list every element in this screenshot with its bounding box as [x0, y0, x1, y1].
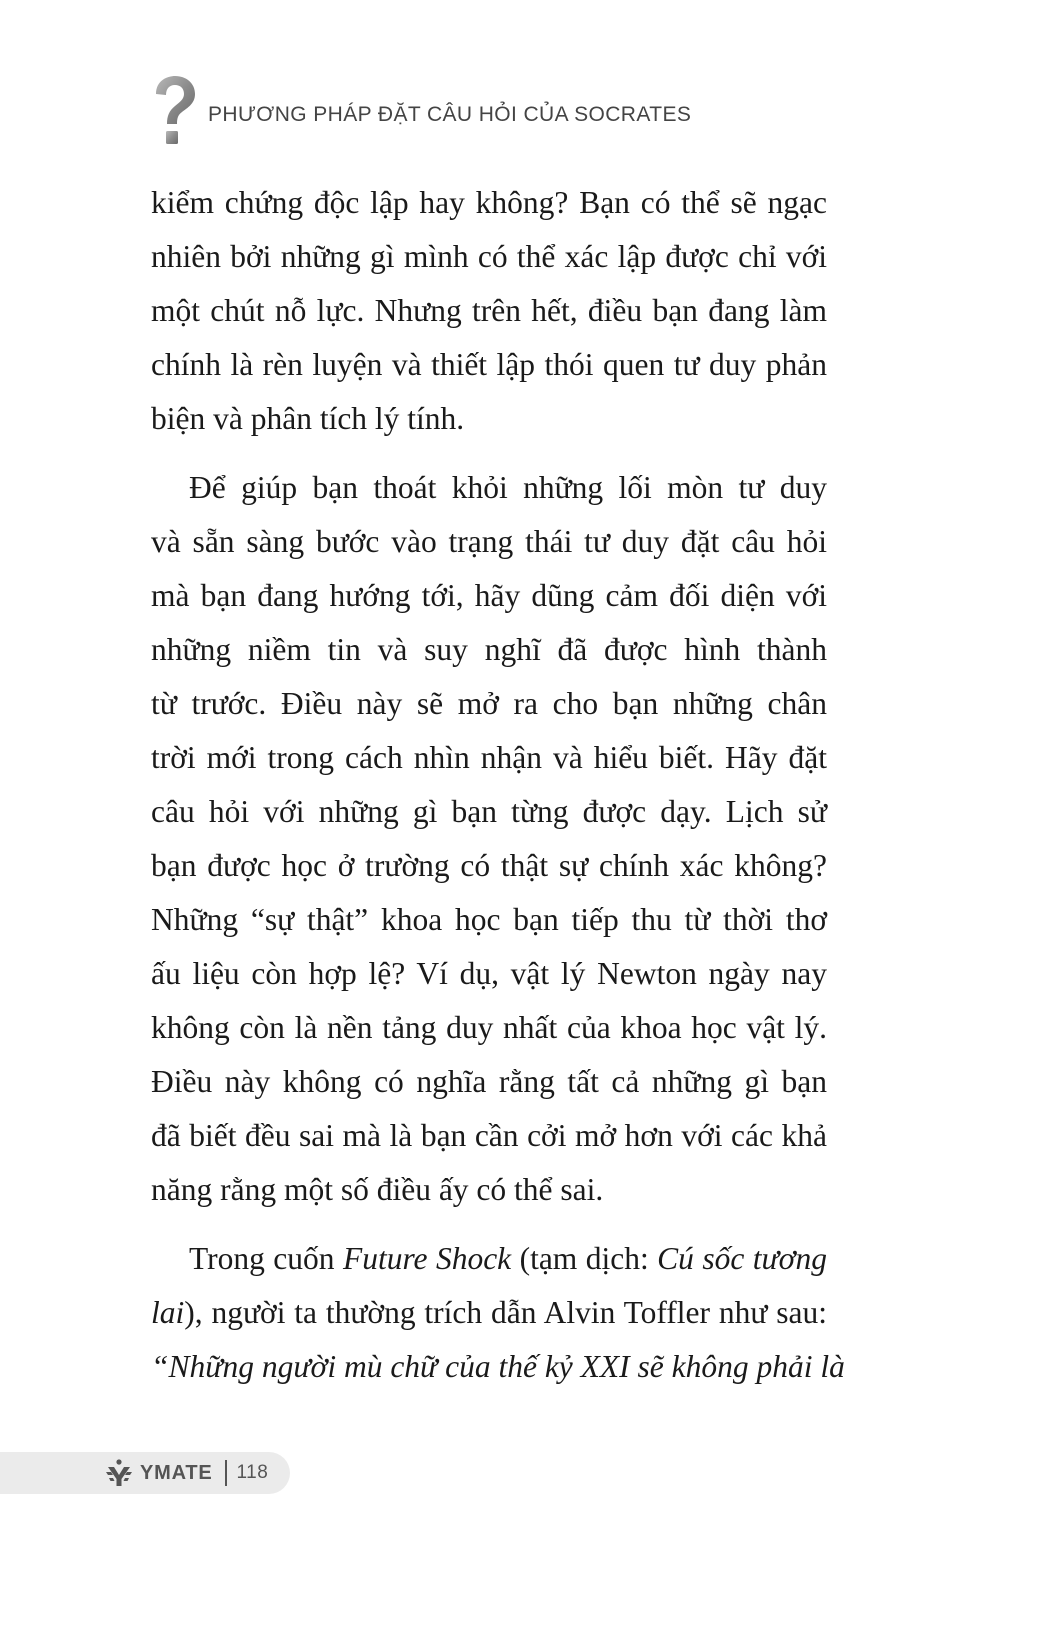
text-line: kiểm chứng độc lập hay không? Bạn có thể sẽ ngạc [151, 185, 827, 220]
text-line: câu hỏi với những gì bạn từng được dạy. Lịch sử [151, 794, 827, 829]
text-line: một chút nỗ lực. Nhưng trên hết, điều bạn đang làm [151, 293, 827, 328]
page-footer [0, 1452, 290, 1494]
footer-divider [225, 1460, 227, 1486]
text-line [151, 1340, 845, 1394]
text-line: mà bạn đang hướng tới, hãy dũng cảm đối diện với [151, 578, 827, 613]
text-run: Trong cuốn [189, 1241, 343, 1276]
text-line: nhiên bởi những gì mình có thể xác lập được chỉ với [151, 239, 827, 274]
text-line: biện và phân tích lý tính. [151, 401, 465, 436]
footer-brand: YMATE [140, 1461, 213, 1484]
text-line: Những “sự thật” khoa học bạn tiếp thu từ thời thơ [151, 902, 827, 937]
text-run: (tạm dịch: [511, 1241, 658, 1276]
page-number: 118 [236, 1462, 269, 1483]
text-line: những niềm tin và suy nghĩ đã được hình thành [151, 632, 827, 667]
text-line: từ trước. Điều này sẽ mở ra cho bạn những chân [151, 686, 827, 721]
running-header [150, 72, 691, 152]
paragraph-2 [151, 461, 827, 1217]
translated-title: Cú sốc tương [657, 1241, 827, 1276]
book-title: Future Shock [342, 1241, 512, 1276]
text-line: chính là rèn luyện và thiết lập thói quen tư duy phản [151, 347, 827, 382]
header-title: PHƯƠNG PHÁP ĐẶT CÂU HỎI CỦA SOCRATES [208, 103, 692, 126]
text-line: năng rằng một số điều ấy có thể sai. [151, 1172, 604, 1207]
text-line [151, 1232, 827, 1286]
translated-title-end: lai [151, 1295, 185, 1330]
text-run: ), người ta thường trích dẫn Alvin Toffler như sau: [184, 1295, 827, 1330]
body-text [151, 176, 845, 1394]
text-line: trời mới trong cách nhìn nhận và hiểu biết. Hãy đặt [151, 740, 827, 775]
text-line: đã biết đều sai mà là bạn cần cởi mở hơn với các khả [151, 1118, 827, 1153]
text-line: và sẵn sàng bước vào trạng thái tư duy đặt câu hỏi [151, 524, 827, 559]
text-line: không còn là nền tảng duy nhất của khoa học vật lý. [151, 1010, 827, 1045]
text-line: bạn được học ở trường có thật sự chính xác không? [151, 848, 827, 883]
paragraph-3 [151, 1232, 845, 1394]
text-line: Để giúp bạn thoát khỏi những lối mòn tư duy [189, 470, 827, 505]
paragraph-1 [151, 176, 827, 446]
question-mark-icon [150, 74, 198, 150]
text-line [151, 1286, 827, 1340]
ymate-logo-icon [104, 1458, 134, 1488]
quote: “Những người mù chữ của thế kỷ XXI sẽ không phải là [151, 1349, 845, 1384]
text-line: Điều này không có nghĩa rằng tất cả những gì bạn [151, 1064, 827, 1099]
text-line: ấu liệu còn hợp lệ? Ví dụ, vật lý Newton ngày nay [151, 956, 827, 991]
